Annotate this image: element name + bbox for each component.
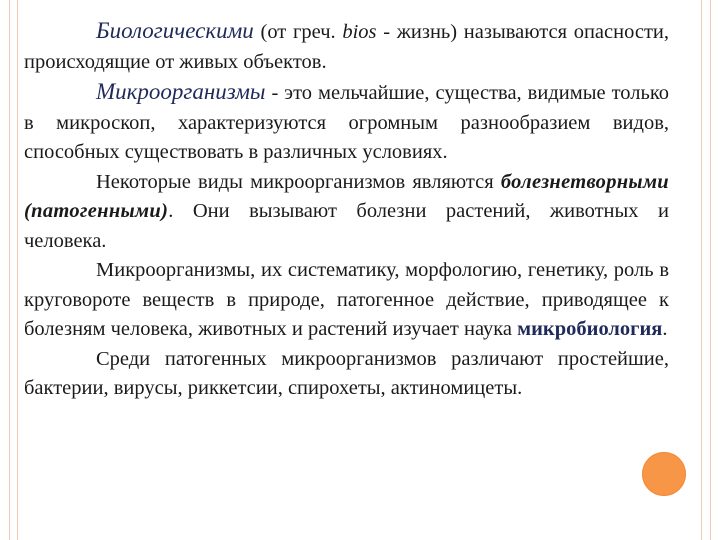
paragraph-biological-hazards	[24, 16, 669, 77]
p4-text-a: Микроорганизмы, их систематику, морфологию, генетику, роль в круговороте веществ в природе, патогенное действие, приводящее к болезням человека, животных и растений изучает наука	[24, 259, 669, 340]
paragraph-microbiology	[24, 256, 669, 345]
term-bios: bios	[342, 21, 377, 43]
slide-body	[24, 16, 669, 404]
right-frame-decoration	[701, 0, 711, 540]
p4-text-b: .	[662, 318, 668, 340]
term-microbiology: микробиология	[517, 318, 663, 340]
paragraph-pathogenic	[24, 168, 669, 257]
p3-text-a: Некоторые виды микроорганизмов являются	[96, 170, 501, 193]
p1-text-b: - жизнь) называются опасности, происходящие от живых объектов.	[24, 21, 669, 73]
paragraph-microorganisms	[24, 77, 669, 168]
left-frame-decoration	[9, 0, 18, 540]
p3-text-b: . Они вызывают болезни растений, животных и человека.	[24, 200, 669, 252]
paragraph-pathogen-types	[24, 345, 669, 404]
orange-circle-decoration	[642, 452, 686, 496]
p2-text: - это мельчайшие, существа, видимые только в микроскоп, характеризуются огромным разнообразием видов, способных существовать в различных условиях.	[24, 82, 669, 163]
p5-text: Среди патогенных микроорганизмов различают простейшие, бактерии, вирусы, риккетсии, спирохеты, актиномицеты.	[24, 347, 669, 399]
term-biological: Биологическими	[96, 18, 254, 43]
term-pathogenic: болезнетворными (патогенными)	[24, 170, 669, 222]
p1-text-a: (от греч.	[253, 21, 343, 43]
term-microorganisms: Микроорганизмы	[96, 79, 266, 104]
